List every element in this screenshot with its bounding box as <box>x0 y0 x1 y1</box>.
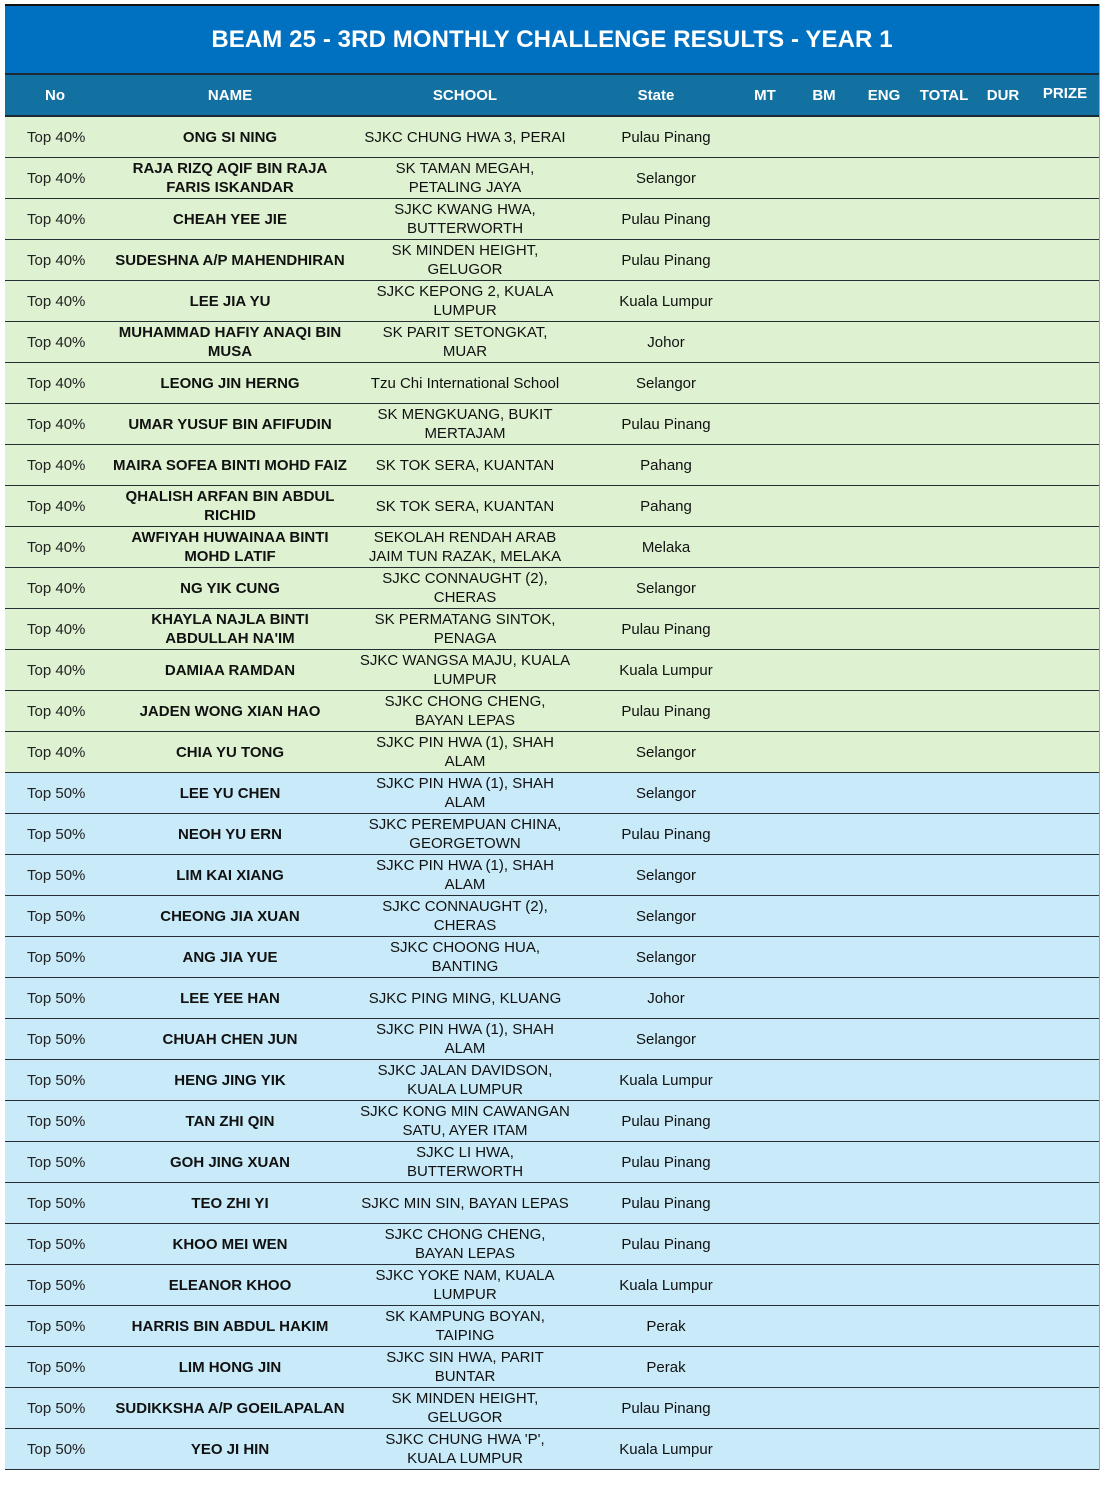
column-header-mt: MT <box>754 86 776 104</box>
school-cell: SJKC KONG MIN CAWANGAN SATU, AYER ITAM <box>360 1103 570 1139</box>
state-cell: Johor <box>647 333 685 351</box>
rank-cell: Top 50% <box>27 784 86 802</box>
state-cell: Selangor <box>635 866 697 884</box>
rank-cell: Top 50% <box>27 1317 86 1335</box>
table-row <box>5 978 1099 1019</box>
table-row <box>5 1101 1099 1142</box>
state-cell: Pulau Pinang <box>621 128 711 146</box>
school-cell: SK MINDEN HEIGHT, GELUGOR <box>391 1390 539 1426</box>
name-cell: YEO JI HIN <box>190 1440 270 1458</box>
state-cell: Pulau Pinang <box>621 825 711 843</box>
table-row <box>5 363 1099 404</box>
column-header-name: NAME <box>207 86 253 104</box>
rank-cell: Top 50% <box>27 1399 86 1417</box>
rank-cell: Top 50% <box>27 1440 86 1458</box>
school-cell: SJKC KEPONG 2, KUALA LUMPUR <box>376 283 554 319</box>
name-cell: QHALISH ARFAN BIN ABDUL RICHID <box>125 488 335 524</box>
table-row <box>5 814 1099 855</box>
rank-cell: Top 40% <box>27 169 86 187</box>
table-row <box>5 527 1099 568</box>
state-cell: Pahang <box>640 497 692 515</box>
state-cell: Perak <box>646 1317 686 1335</box>
name-cell: RAJA RIZQ AQIF BIN RAJA FARIS ISKANDAR <box>132 160 328 196</box>
rank-cell: Top 50% <box>27 1112 86 1130</box>
state-cell: Perak <box>646 1358 686 1376</box>
school-cell: SJKC LI HWA, BUTTERWORTH <box>406 1144 524 1180</box>
school-cell: SJKC CONNAUGHT (2), CHERAS <box>382 570 548 606</box>
state-cell: Pulau Pinang <box>621 415 711 433</box>
table-row <box>5 240 1099 281</box>
school-cell: SJKC PIN HWA (1), SHAH ALAM <box>376 775 554 811</box>
table-row <box>5 322 1099 363</box>
name-cell: MAIRA SOFEA BINTI MOHD FAIZ <box>113 456 347 474</box>
state-cell: Pulau Pinang <box>621 620 711 638</box>
state-cell: Kuala Lumpur <box>619 1071 713 1089</box>
name-cell: LEE YEE HAN <box>180 989 280 1007</box>
table-row <box>5 158 1099 199</box>
state-cell: Johor <box>647 989 685 1007</box>
name-cell: SUDESHNA A/P MAHENDHIRAN <box>115 251 345 269</box>
name-cell: DAMIAA RAMDAN <box>164 661 296 679</box>
name-cell: CHEAH YEE JIE <box>173 210 287 228</box>
school-cell: SJKC PEREMPUAN CHINA, GEORGETOWN <box>368 816 562 852</box>
state-cell: Selangor <box>635 948 697 966</box>
rank-cell: Top 40% <box>27 292 86 310</box>
table-row <box>5 445 1099 486</box>
state-cell: Selangor <box>635 374 697 392</box>
page-title: BEAM 25 - 3RD MONTHLY CHALLENGE RESULTS - YEAR 1 <box>5 4 1099 75</box>
school-cell: SJKC MIN SIN, BAYAN LEPAS <box>361 1194 569 1212</box>
column-header-school: SCHOOL <box>432 86 498 104</box>
name-cell: ANG JIA YUE <box>182 948 278 966</box>
name-cell: MUHAMMAD HAFIY ANAQI BIN MUSA <box>118 324 342 360</box>
table-row <box>5 1019 1099 1060</box>
table-row <box>5 1347 1099 1388</box>
name-cell: LEONG JIN HERNG <box>160 374 300 392</box>
school-cell: SEKOLAH RENDAH ARAB JAIM TUN RAZAK, MELAKA <box>368 529 562 565</box>
school-cell: SJKC CHOONG HUA, BANTING <box>389 939 540 975</box>
school-cell: SK PARIT SETONGKAT, MUAR <box>382 324 548 360</box>
rank-cell: Top 40% <box>27 456 86 474</box>
school-cell: SJKC PING MING, KLUANG <box>368 989 562 1007</box>
school-cell: SK TAMAN MEGAH, PETALING JAYA <box>395 160 535 196</box>
results-sheet <box>5 4 1100 1470</box>
name-cell: LEE YU CHEN <box>179 784 281 802</box>
name-cell: LIM HONG JIN <box>178 1358 282 1376</box>
table-body <box>5 117 1099 1470</box>
rank-cell: Top 40% <box>27 210 86 228</box>
name-cell: HENG JING YIK <box>174 1071 286 1089</box>
rank-cell: Top 40% <box>27 579 86 597</box>
school-cell: SJKC CONNAUGHT (2), CHERAS <box>382 898 548 934</box>
column-header-bm: BM <box>812 86 836 104</box>
school-cell: SJKC PIN HWA (1), SHAH ALAM <box>376 857 554 893</box>
school-cell: SJKC PIN HWA (1), SHAH ALAM <box>376 734 554 770</box>
rank-cell: Top 40% <box>27 251 86 269</box>
rank-cell: Top 50% <box>27 1358 86 1376</box>
rank-cell: Top 50% <box>27 866 86 884</box>
table-row <box>5 1060 1099 1101</box>
rank-cell: Top 50% <box>27 1071 86 1089</box>
name-cell: TAN ZHI QIN <box>185 1112 275 1130</box>
column-header-dur: DUR <box>986 86 1020 104</box>
state-cell: Melaka <box>641 538 691 556</box>
column-header-state: State <box>637 86 675 104</box>
state-cell: Pulau Pinang <box>621 210 711 228</box>
school-cell: SJKC WANGSA MAJU, KUALA LUMPUR <box>359 652 571 688</box>
name-cell: LEE JIA YU <box>189 292 271 310</box>
table-row <box>5 199 1099 240</box>
state-cell: Selangor <box>635 169 697 187</box>
name-cell: ONG SI NING <box>182 128 278 146</box>
rank-cell: Top 50% <box>27 907 86 925</box>
column-header-total: TOTAL <box>919 86 969 104</box>
table-row <box>5 896 1099 937</box>
table-row <box>5 1429 1099 1470</box>
name-cell: ELEANOR KHOO <box>168 1276 292 1294</box>
school-cell: SJKC SIN HWA, PARIT BUNTAR <box>386 1349 544 1385</box>
school-cell: SK KAMPUNG BOYAN, TAIPING <box>385 1308 545 1344</box>
name-cell: TEO ZHI YI <box>191 1194 269 1212</box>
name-cell: HARRIS BIN ABDUL HAKIM <box>131 1317 329 1335</box>
state-cell: Kuala Lumpur <box>619 292 713 310</box>
state-cell: Selangor <box>635 1030 697 1048</box>
school-cell: SK MINDEN HEIGHT, GELUGOR <box>391 242 539 278</box>
table-row <box>5 1306 1099 1347</box>
school-cell: SJKC KWANG HWA, BUTTERWORTH <box>394 201 536 237</box>
table-row <box>5 937 1099 978</box>
table-row <box>5 650 1099 691</box>
school-cell: SJKC CHONG CHENG, BAYAN LEPAS <box>384 1226 546 1262</box>
rank-cell: Top 40% <box>27 128 86 146</box>
state-cell: Pulau Pinang <box>621 1112 711 1130</box>
state-cell: Selangor <box>635 743 697 761</box>
rank-cell: Top 40% <box>27 333 86 351</box>
table-row <box>5 855 1099 896</box>
table-row <box>5 691 1099 732</box>
rank-cell: Top 50% <box>27 1153 86 1171</box>
rank-cell: Top 50% <box>27 1194 86 1212</box>
rank-cell: Top 50% <box>27 948 86 966</box>
school-cell: SJKC CHUNG HWA 'P', KUALA LUMPUR <box>385 1431 545 1467</box>
rank-cell: Top 50% <box>27 989 86 1007</box>
table-row <box>5 1142 1099 1183</box>
table-header <box>5 75 1099 117</box>
rank-cell: Top 40% <box>27 538 86 556</box>
school-cell: SK PERMATANG SINTOK, PENAGA <box>374 611 556 647</box>
school-cell: SK TOK SERA, KUANTAN <box>375 456 555 474</box>
name-cell: UMAR YUSUF BIN AFIFUDIN <box>128 415 332 433</box>
school-cell: Tzu Chi International School <box>370 374 560 392</box>
name-cell: KHAYLA NAJLA BINTI ABDULLAH NA'IM <box>151 611 309 647</box>
table-row <box>5 281 1099 322</box>
state-cell: Kuala Lumpur <box>619 661 713 679</box>
name-cell: CHEONG JIA XUAN <box>160 907 300 925</box>
school-cell: SK TOK SERA, KUANTAN <box>375 497 555 515</box>
rank-cell: Top 40% <box>27 702 86 720</box>
name-cell: NG YIK CUNG <box>180 579 280 597</box>
rank-cell: Top 50% <box>27 1030 86 1048</box>
table-row <box>5 732 1099 773</box>
name-cell: AWFIYAH HUWAINAA BINTI MOHD LATIF <box>131 529 329 565</box>
table-row <box>5 1388 1099 1429</box>
name-cell: KHOO MEI WEN <box>172 1235 288 1253</box>
school-cell: SJKC CHUNG HWA 3, PERAI <box>364 128 566 146</box>
state-cell: Pulau Pinang <box>621 1153 711 1171</box>
state-cell: Kuala Lumpur <box>619 1440 713 1458</box>
state-cell: Pulau Pinang <box>621 1235 711 1253</box>
school-cell: SJKC YOKE NAM, KUALA LUMPUR <box>375 1267 555 1303</box>
table-row <box>5 486 1099 527</box>
name-cell: SUDIKKSHA A/P GOEILAPALAN <box>115 1399 345 1417</box>
rank-cell: Top 40% <box>27 743 86 761</box>
rank-cell: Top 40% <box>27 415 86 433</box>
rank-cell: Top 40% <box>27 374 86 392</box>
column-header-eng: ENG <box>867 86 901 104</box>
name-cell: GOH JING XUAN <box>169 1153 290 1171</box>
table-row <box>5 1265 1099 1306</box>
column-header-no: No <box>45 86 65 104</box>
school-cell: SJKC JALAN DAVIDSON, KUALA LUMPUR <box>377 1062 553 1098</box>
name-cell: NEOH YU ERN <box>178 825 282 843</box>
state-cell: Pulau Pinang <box>621 1194 711 1212</box>
table-row <box>5 568 1099 609</box>
rank-cell: Top 50% <box>27 1276 86 1294</box>
table-row <box>5 404 1099 445</box>
state-cell: Selangor <box>635 907 697 925</box>
table-row <box>5 773 1099 814</box>
name-cell: CHUAH CHEN JUN <box>162 1030 298 1048</box>
rank-cell: Top 40% <box>27 620 86 638</box>
rank-cell: Top 50% <box>27 825 86 843</box>
school-cell: SJKC PIN HWA (1), SHAH ALAM <box>376 1021 554 1057</box>
school-cell: SJKC CHONG CHENG, BAYAN LEPAS <box>384 693 546 729</box>
state-cell: Pahang <box>640 456 692 474</box>
school-cell: SK MENGKUANG, BUKIT MERTAJAM <box>377 406 553 442</box>
column-header-prize: PRIZE <box>1042 84 1088 102</box>
name-cell: CHIA YU TONG <box>175 743 285 761</box>
state-cell: Kuala Lumpur <box>619 1276 713 1294</box>
table-row <box>5 117 1099 158</box>
table-row <box>5 1224 1099 1265</box>
name-cell: LIM KAI XIANG <box>176 866 284 884</box>
name-cell: JADEN WONG XIAN HAO <box>139 702 321 720</box>
state-cell: Pulau Pinang <box>621 702 711 720</box>
state-cell: Pulau Pinang <box>621 1399 711 1417</box>
rank-cell: Top 50% <box>27 1235 86 1253</box>
table-row <box>5 1183 1099 1224</box>
state-cell: Pulau Pinang <box>621 251 711 269</box>
state-cell: Selangor <box>635 784 697 802</box>
state-cell: Selangor <box>635 579 697 597</box>
rank-cell: Top 40% <box>27 497 86 515</box>
rank-cell: Top 40% <box>27 661 86 679</box>
table-row <box>5 609 1099 650</box>
